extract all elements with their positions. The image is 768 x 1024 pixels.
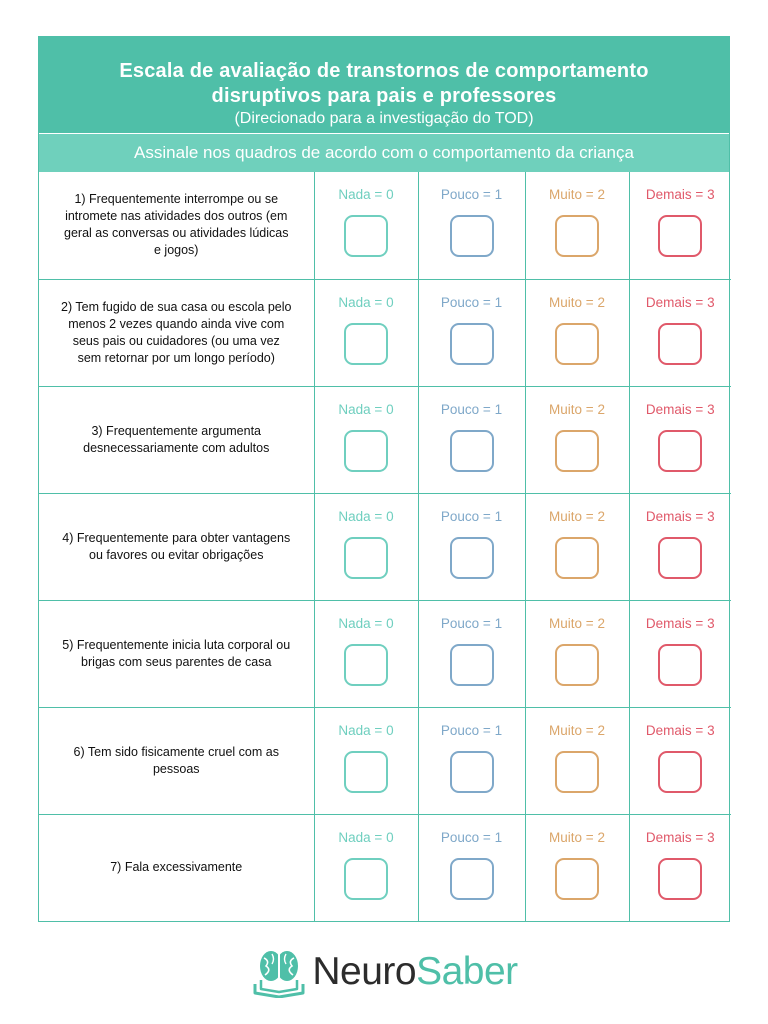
option-cell: [525, 600, 629, 707]
question-text: 2) Tem fugido de sua casa ou escola pelo menos 2 vezes quando ainda vive com seus pais ou cuidadores (ou uma vez sem retornar por um longo período): [39, 279, 314, 386]
option-cell: [314, 707, 418, 814]
option-checkbox[interactable]: [344, 751, 388, 793]
option-label: Pouco = 1: [440, 615, 503, 631]
option-cell: [314, 493, 418, 600]
option-label: Nada = 0: [338, 187, 394, 202]
option-cell: [629, 386, 731, 493]
option-checkbox[interactable]: [555, 430, 599, 472]
option-cell: [525, 493, 629, 600]
option-checkbox[interactable]: [658, 858, 702, 900]
option-label: Pouco = 1: [440, 722, 503, 738]
option-checkbox[interactable]: [555, 858, 599, 900]
question-text: 1) Frequentemente interrompe ou se intromete nas atividades dos outros (em geral as conversas ou atividades lúdicas e jogos): [39, 172, 314, 279]
question-row: [39, 386, 731, 493]
question-row: [39, 172, 731, 279]
option-cell: [629, 493, 731, 600]
option-label: Demais = 3: [645, 294, 715, 310]
option-label: Pouco = 1: [440, 187, 503, 202]
option-checkbox[interactable]: [658, 430, 702, 472]
question-text: 5) Frequentemente inicia luta corporal ou brigas com seus parentes de casa: [39, 600, 314, 707]
option-label: Muito = 2: [549, 829, 605, 845]
neurosaber-logo: [0, 944, 768, 1000]
subtitle: (Direcionado para a investigação do TOD): [234, 110, 534, 127]
header: [39, 37, 729, 133]
option-label: Demais = 3: [645, 187, 715, 202]
option-cell: [629, 600, 731, 707]
option-checkbox[interactable]: [658, 751, 702, 793]
option-label: Demais = 3: [645, 829, 715, 845]
option-cell: [418, 172, 525, 279]
title-line-2: disruptivos para pais e professores: [211, 85, 557, 107]
option-label: Muito = 2: [549, 294, 605, 310]
logo-word-saber: Saber: [416, 950, 518, 993]
option-cell: [525, 279, 629, 386]
option-cell: [418, 814, 525, 921]
question-text: 7) Fala excessivamente: [39, 814, 314, 921]
option-checkbox[interactable]: [450, 644, 494, 686]
brain-book-icon: [250, 946, 308, 998]
logo-wordmark: [312, 950, 517, 994]
title-line-1: Escala de avaliação de transtornos de comportamento: [119, 60, 649, 82]
option-cell: [314, 279, 418, 386]
option-cell: [629, 279, 731, 386]
option-cell: [525, 386, 629, 493]
option-cell: [418, 279, 525, 386]
option-checkbox[interactable]: [555, 751, 599, 793]
option-cell: [629, 172, 731, 279]
option-cell: [418, 493, 525, 600]
option-checkbox[interactable]: [658, 215, 702, 257]
option-label: Pouco = 1: [440, 829, 503, 845]
question-row: [39, 600, 731, 707]
option-cell: [525, 172, 629, 279]
option-checkbox[interactable]: [658, 644, 702, 686]
option-label: Nada = 0: [338, 829, 394, 845]
option-label: Nada = 0: [338, 615, 394, 631]
option-cell: [629, 814, 731, 921]
option-checkbox[interactable]: [344, 323, 388, 365]
option-label: Muito = 2: [549, 722, 605, 738]
option-label: Demais = 3: [645, 508, 715, 524]
option-checkbox[interactable]: [555, 537, 599, 579]
option-label: Demais = 3: [645, 401, 715, 417]
option-label: Muito = 2: [549, 187, 605, 202]
option-cell: [418, 600, 525, 707]
option-cell: [418, 386, 525, 493]
option-label: Demais = 3: [645, 615, 715, 631]
option-checkbox[interactable]: [450, 751, 494, 793]
option-cell: [525, 814, 629, 921]
option-checkbox[interactable]: [344, 858, 388, 900]
option-cell: [629, 707, 731, 814]
option-checkbox[interactable]: [344, 537, 388, 579]
option-checkbox[interactable]: [555, 215, 599, 257]
question-text: 4) Frequentemente para obter vantagens ou favores ou evitar obrigações: [39, 493, 314, 600]
option-checkbox[interactable]: [658, 537, 702, 579]
question-text: 3) Frequentemente argumenta desnecessariamente com adultos: [39, 386, 314, 493]
option-checkbox[interactable]: [344, 215, 388, 257]
option-checkbox[interactable]: [344, 430, 388, 472]
question-row: [39, 707, 731, 814]
option-checkbox[interactable]: [450, 323, 494, 365]
option-checkbox[interactable]: [555, 323, 599, 365]
question-row: [39, 814, 731, 921]
option-label: Pouco = 1: [440, 508, 503, 524]
option-checkbox[interactable]: [450, 858, 494, 900]
option-cell: [314, 814, 418, 921]
option-cell: [314, 386, 418, 493]
option-checkbox[interactable]: [450, 430, 494, 472]
option-label: Pouco = 1: [440, 401, 503, 417]
option-cell: [525, 707, 629, 814]
question-row: [39, 279, 731, 386]
option-cell: [418, 707, 525, 814]
rating-scale-sheet: [38, 36, 730, 922]
option-checkbox[interactable]: [450, 215, 494, 257]
instruction-bar: Assinale nos quadros de acordo com o comportamento da criança: [39, 133, 729, 172]
question-row: [39, 493, 731, 600]
option-checkbox[interactable]: [555, 644, 599, 686]
option-label: Nada = 0: [338, 294, 394, 310]
option-checkbox[interactable]: [450, 537, 494, 579]
option-label: Muito = 2: [549, 508, 605, 524]
option-label: Nada = 0: [338, 401, 394, 417]
option-cell: [314, 172, 418, 279]
option-label: Muito = 2: [549, 401, 605, 417]
question-text: 6) Tem sido fisicamente cruel com as pessoas: [39, 707, 314, 814]
questions-table: [39, 172, 731, 921]
option-label: Pouco = 1: [440, 294, 503, 310]
option-checkbox[interactable]: [658, 323, 702, 365]
option-label: Muito = 2: [549, 615, 605, 631]
logo-word-neuro: Neuro: [312, 950, 417, 993]
option-cell: [314, 600, 418, 707]
option-label: Nada = 0: [338, 722, 394, 738]
option-label: Demais = 3: [645, 722, 715, 738]
option-label: Nada = 0: [338, 508, 394, 524]
option-checkbox[interactable]: [344, 644, 388, 686]
